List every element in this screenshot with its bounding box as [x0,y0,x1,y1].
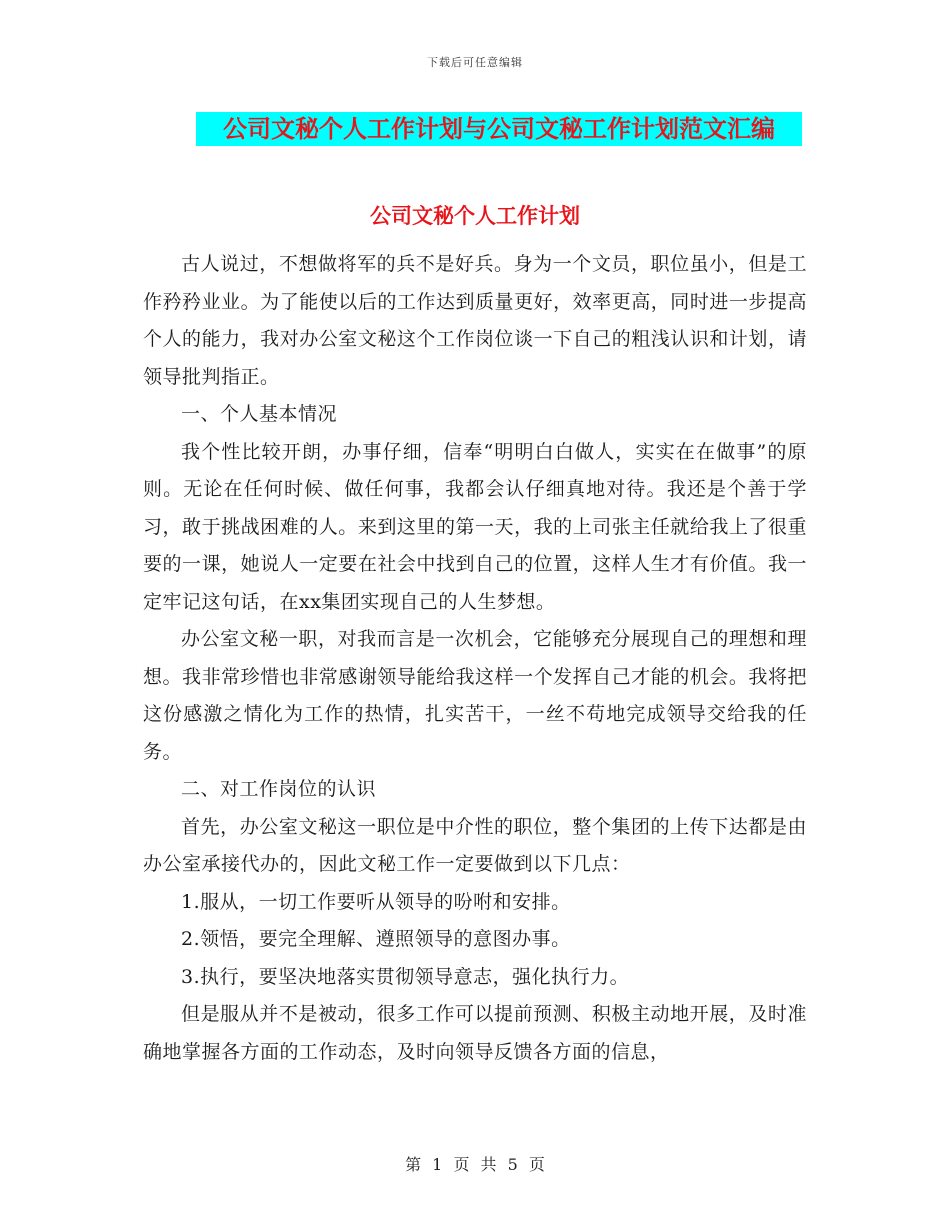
paragraph: 古人说过，不想做将军的兵不是好兵。身为一个文员，职位虽小，但是工作矜矜业业。为了能使以后的工作达到质量更好，效率更高，同时进一步提高个人的能力，我对办公室文秘这个工作岗位谈一下自己的粗浅认识和计划，请领导批判指正。 [143,253,807,388]
paragraph: 首先，办公室文秘这一职位是中介性的职位，整个集团的上传下达都是由办公室承接代办的，因此文秘工作一定要做到以下几点： [143,815,807,875]
paragraph: 办公室文秘一职，对我而言是一次机会，它能够充分展现自己的理想和理想。我非常珍惜也非常感谢领导能给我这样一个发挥自己才能的机会。我将把这份感激之情化为工作的热情，扎实苦干，一丝不苟地完成领导交给我的任务。 [143,628,807,763]
section-title: 公司文秘个人工作计划 [370,204,580,228]
page-footer: 第 1 页 共 5 页 [405,1155,545,1174]
main-title-highlight [196,112,802,146]
paragraph: 但是服从并不是被动，很多工作可以提前预测、积极主动地开展，及时准确地掌握各方面的工作动态，及时向领导反馈各方面的信息， [143,1003,807,1063]
list-item: 1.服从，一切工作要听从领导的吩咐和安排。 [181,890,571,913]
heading-personal-info: 一、个人基本情况 [181,403,338,425]
document-body [143,246,807,1071]
paragraph: 我个性比较开朗，办事仔细，信奉“明明白白做人，实实在在做事”的原则。无论在任何时候、做任何事，我都会认仔细真地对待。我还是个善于学习，敢于挑战困难的人。来到这里的第一天，我的上司张主任就给我上了很重要的一课，她说人一定要在社会中找到自己的位置，这样人生才有价值。我一定牢记这句话，在xx集团实现自己的人生梦想。 [143,440,807,613]
list-item: 3.执行，要坚决地落实贯彻领导意志，强化执行力。 [181,965,630,988]
list-item: 2.领悟，要完全理解、遵照领导的意图办事。 [181,928,571,950]
header-note: 下载后可任意编辑 [427,56,523,69]
main-title: 公司文秘个人工作计划与公司文秘工作计划范文汇编 [223,115,775,143]
heading-job-understanding: 二、对工作岗位的认识 [181,778,377,800]
